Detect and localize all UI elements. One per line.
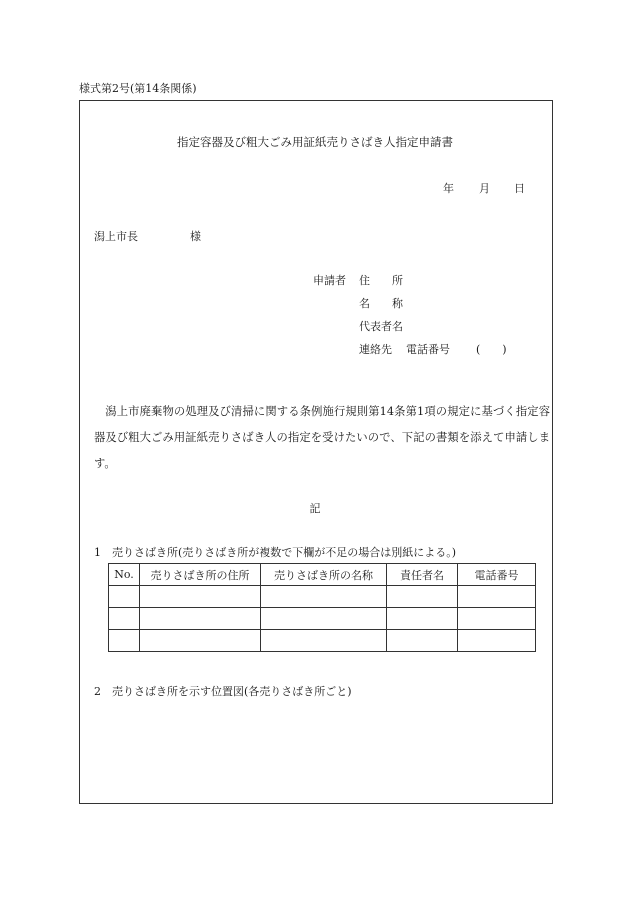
- applicant-label: 申請者: [313, 274, 346, 287]
- item-2-heading: 2 売りさばき所を示す位置図(各売りさばき所ごと): [94, 685, 352, 698]
- col-header-manager: 責任者名: [387, 564, 458, 586]
- form-number-label: 様式第2号(第14条関係): [79, 82, 197, 95]
- sales-sites-table: [108, 563, 536, 652]
- table-cell: [458, 586, 536, 608]
- form-title: 指定容器及び粗大ごみ用証紙売りさばき人指定申請書: [177, 135, 453, 149]
- application-body-text: 潟上市廃棄物の処理及び清掃に関する条例施行規則第14条第1項の規定に基づく指定容器及び粗大ごみ用証紙売りさばき人の指定を受けたいので、下記の書類を添えて申請します。: [94, 405, 550, 470]
- contact-label: 連絡先: [359, 343, 392, 356]
- table-cell: [109, 608, 140, 630]
- table-header-row: [109, 564, 536, 586]
- table-cell: [261, 630, 387, 652]
- table-cell: [109, 630, 140, 652]
- table-cell: [109, 586, 140, 608]
- representative-label: 代表者名: [359, 320, 403, 333]
- honorific: 様: [190, 230, 201, 243]
- table-row: [109, 630, 536, 652]
- table-cell: [140, 608, 261, 630]
- address-label: 住 所: [359, 274, 403, 287]
- date-year: 年: [443, 182, 454, 195]
- table-cell: [140, 586, 261, 608]
- table-cell: [261, 586, 387, 608]
- table-cell: [387, 630, 458, 652]
- phone-parens: ( ): [476, 343, 507, 356]
- col-header-address: 売りさばき所の住所: [140, 564, 261, 586]
- col-header-phone: 電話番号: [458, 564, 536, 586]
- table-cell: [387, 586, 458, 608]
- addressee: 潟上市長: [94, 230, 138, 243]
- item-1-heading: 1 売りさばき所(売りさばき所が複数で下欄が不足の場合は別紙による。): [94, 546, 457, 559]
- table-cell: [458, 608, 536, 630]
- table-cell: [387, 608, 458, 630]
- table-cell: [261, 608, 387, 630]
- phone-label: 電話番号: [406, 343, 450, 356]
- table-row: [109, 586, 536, 608]
- table-cell: [140, 630, 261, 652]
- date-month: 月: [479, 182, 490, 195]
- col-header-name: 売りさばき所の名称: [261, 564, 387, 586]
- table-row: [109, 608, 536, 630]
- col-header-no: No.: [109, 564, 140, 586]
- date-day: 日: [514, 182, 525, 195]
- name-label: 名 称: [359, 297, 403, 310]
- table-cell: [458, 630, 536, 652]
- ki-heading: 記: [309, 502, 321, 515]
